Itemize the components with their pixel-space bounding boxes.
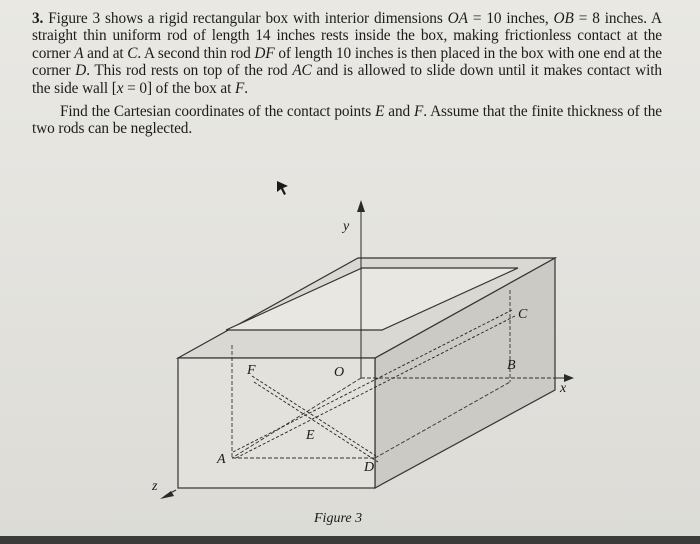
label-F: F bbox=[247, 363, 256, 378]
bottom-dark-edge bbox=[0, 536, 700, 544]
figure-caption: Figure 3 bbox=[314, 511, 363, 526]
label-O: O bbox=[334, 365, 345, 380]
y-axis-arrowhead bbox=[357, 200, 365, 212]
label-x: x bbox=[560, 381, 567, 396]
label-B: B bbox=[507, 358, 516, 373]
label-E: E bbox=[306, 428, 315, 443]
label-A: A bbox=[217, 452, 226, 467]
mouse-cursor-icon bbox=[277, 181, 288, 195]
label-z: z bbox=[152, 479, 158, 494]
problem-paragraph-1: 3. Figure 3 shows a rigid rectangular box with interior dimensions OA = 10 inches, OB = 8 inches. A straight thin uniform rod of length 14 inches rests inside the box, making frictionless contact at the corner A and at C. A second thin rod DF of length 10 inches is then placed in the box with one end at the corner D. This rod rests on top of the rod AC and is allowed to slide down until it makes contact with the side wall [x = 0] of the box at F. bbox=[32, 10, 662, 97]
problem-paragraph-2: Find the Cartesian coordinates of the contact points E and F. Assume that the finite thickness of the two rods can be neglected. bbox=[32, 103, 662, 138]
label-C: C bbox=[518, 307, 528, 322]
label-y: y bbox=[343, 219, 350, 234]
box-front-face bbox=[178, 358, 375, 488]
label-D: D bbox=[364, 460, 375, 475]
problem-number: 3. bbox=[32, 10, 44, 27]
